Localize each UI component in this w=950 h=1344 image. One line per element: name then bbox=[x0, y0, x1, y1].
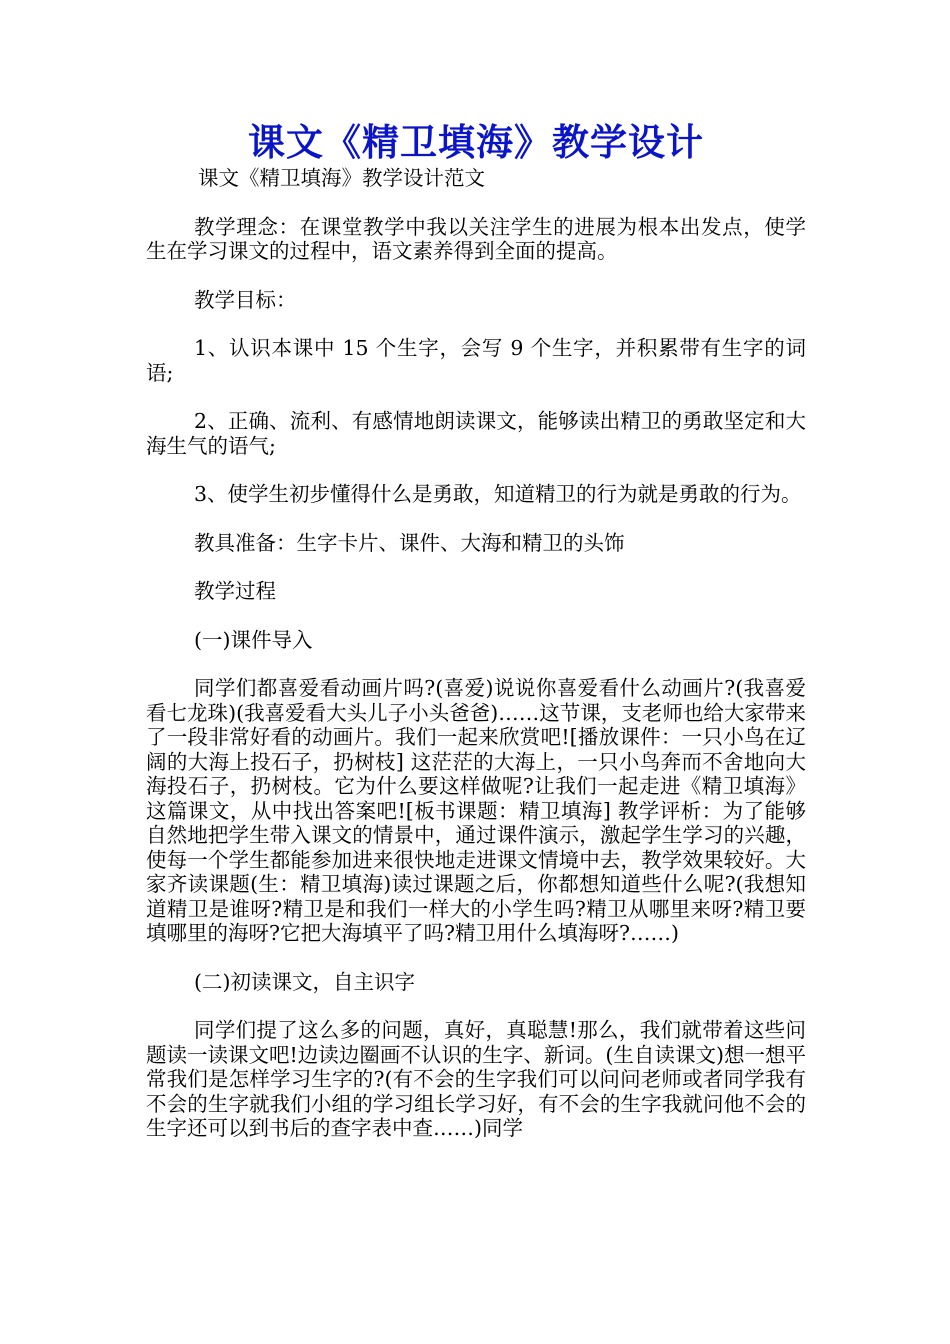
paragraph-goal-3: 3、使学生初步懂得什么是勇敢，知道精卫的行为就是勇敢的行为。 bbox=[194, 482, 802, 506]
document-title: 课文《精卫填海》教学设计 bbox=[248, 120, 704, 164]
document-page bbox=[146, 118, 806, 1165]
paragraph-teaching-process-heading: 教学过程 bbox=[194, 579, 276, 603]
paragraph-teaching-aids: 教具准备：生字卡片、课件、大海和精卫的头饰 bbox=[194, 530, 625, 555]
paragraph-goal-1: 1、认识本课中 15 个生字，会写 9 个生字，并积累带有生字的词语; bbox=[146, 336, 806, 385]
paragraph-section-1-body: 同学们都喜爱看动画片吗?(喜爱)说说你喜爱看什么动画片?(我喜爱看七龙珠)(我喜爱看大头儿子小头爸爸)……这节课，支老师也给大家带来了一段非常好看的动画片。我们一起来欣赏吧![播放课件：一只小鸟在辽阔的大海上投石子，扔树枝] 这茫茫的大海上，一只小鸟奔而不舍地向大海投石子，扔树枝。它为什么要这样做呢?让我们一起走进《精卫填海》这篇课文，从中找出答案吧![板书课题：精卫填海] 教学评析：为了能够自然地把学生带入课文的情景中，通过课件演示，激起学生学习的兴趣，使每一个学生都能参加进来很快地走进课文情境中去，教学效果较好。大家齐读课题(生：精卫填海)读过课题之后，你都想知道些什么呢?(我想知道精卫是谁呀?精卫是和我们一样大的小学生吗?精卫从哪里来呀?精卫要填哪里的海呀?它把大海填平了吗?精卫用什么填海呀?……) bbox=[146, 676, 806, 945]
document-subtitle: 课文《精卫填海》教学设计范文 bbox=[198, 166, 485, 190]
paragraph-teaching-concept: 教学理念：在课堂教学中我以关注学生的进展为根本出发点，使学生在学习课文的过程中，语文素养得到全面的提高。 bbox=[146, 214, 806, 263]
paragraph-teaching-goals-heading: 教学目标： bbox=[194, 287, 297, 312]
paragraph-section-2-heading: (二)初读课文，自主识字 bbox=[194, 969, 415, 994]
paragraph-goal-2: 2、正确、流利、有感情地朗读课文，能够读出精卫的勇敢坚定和大海生气的语气; bbox=[146, 409, 806, 458]
paragraph-section-1-heading: (一)课件导入 bbox=[194, 627, 313, 652]
paragraph-section-2-body: 同学们提了这么多的问题，真好，真聪慧!那么，我们就带着这些问题读一读课文吧!边读边圈画不认识的生字、新词。(生自读课文)想一想平常我们是怎样学习生字的?(有不会的生字我们可以问问老师或者同学我有不会的生字就我们小组的学习组长学习好，有不会的生字我就问他不会的生字还可以到书后的查字表中查……)同学 bbox=[146, 1018, 806, 1140]
